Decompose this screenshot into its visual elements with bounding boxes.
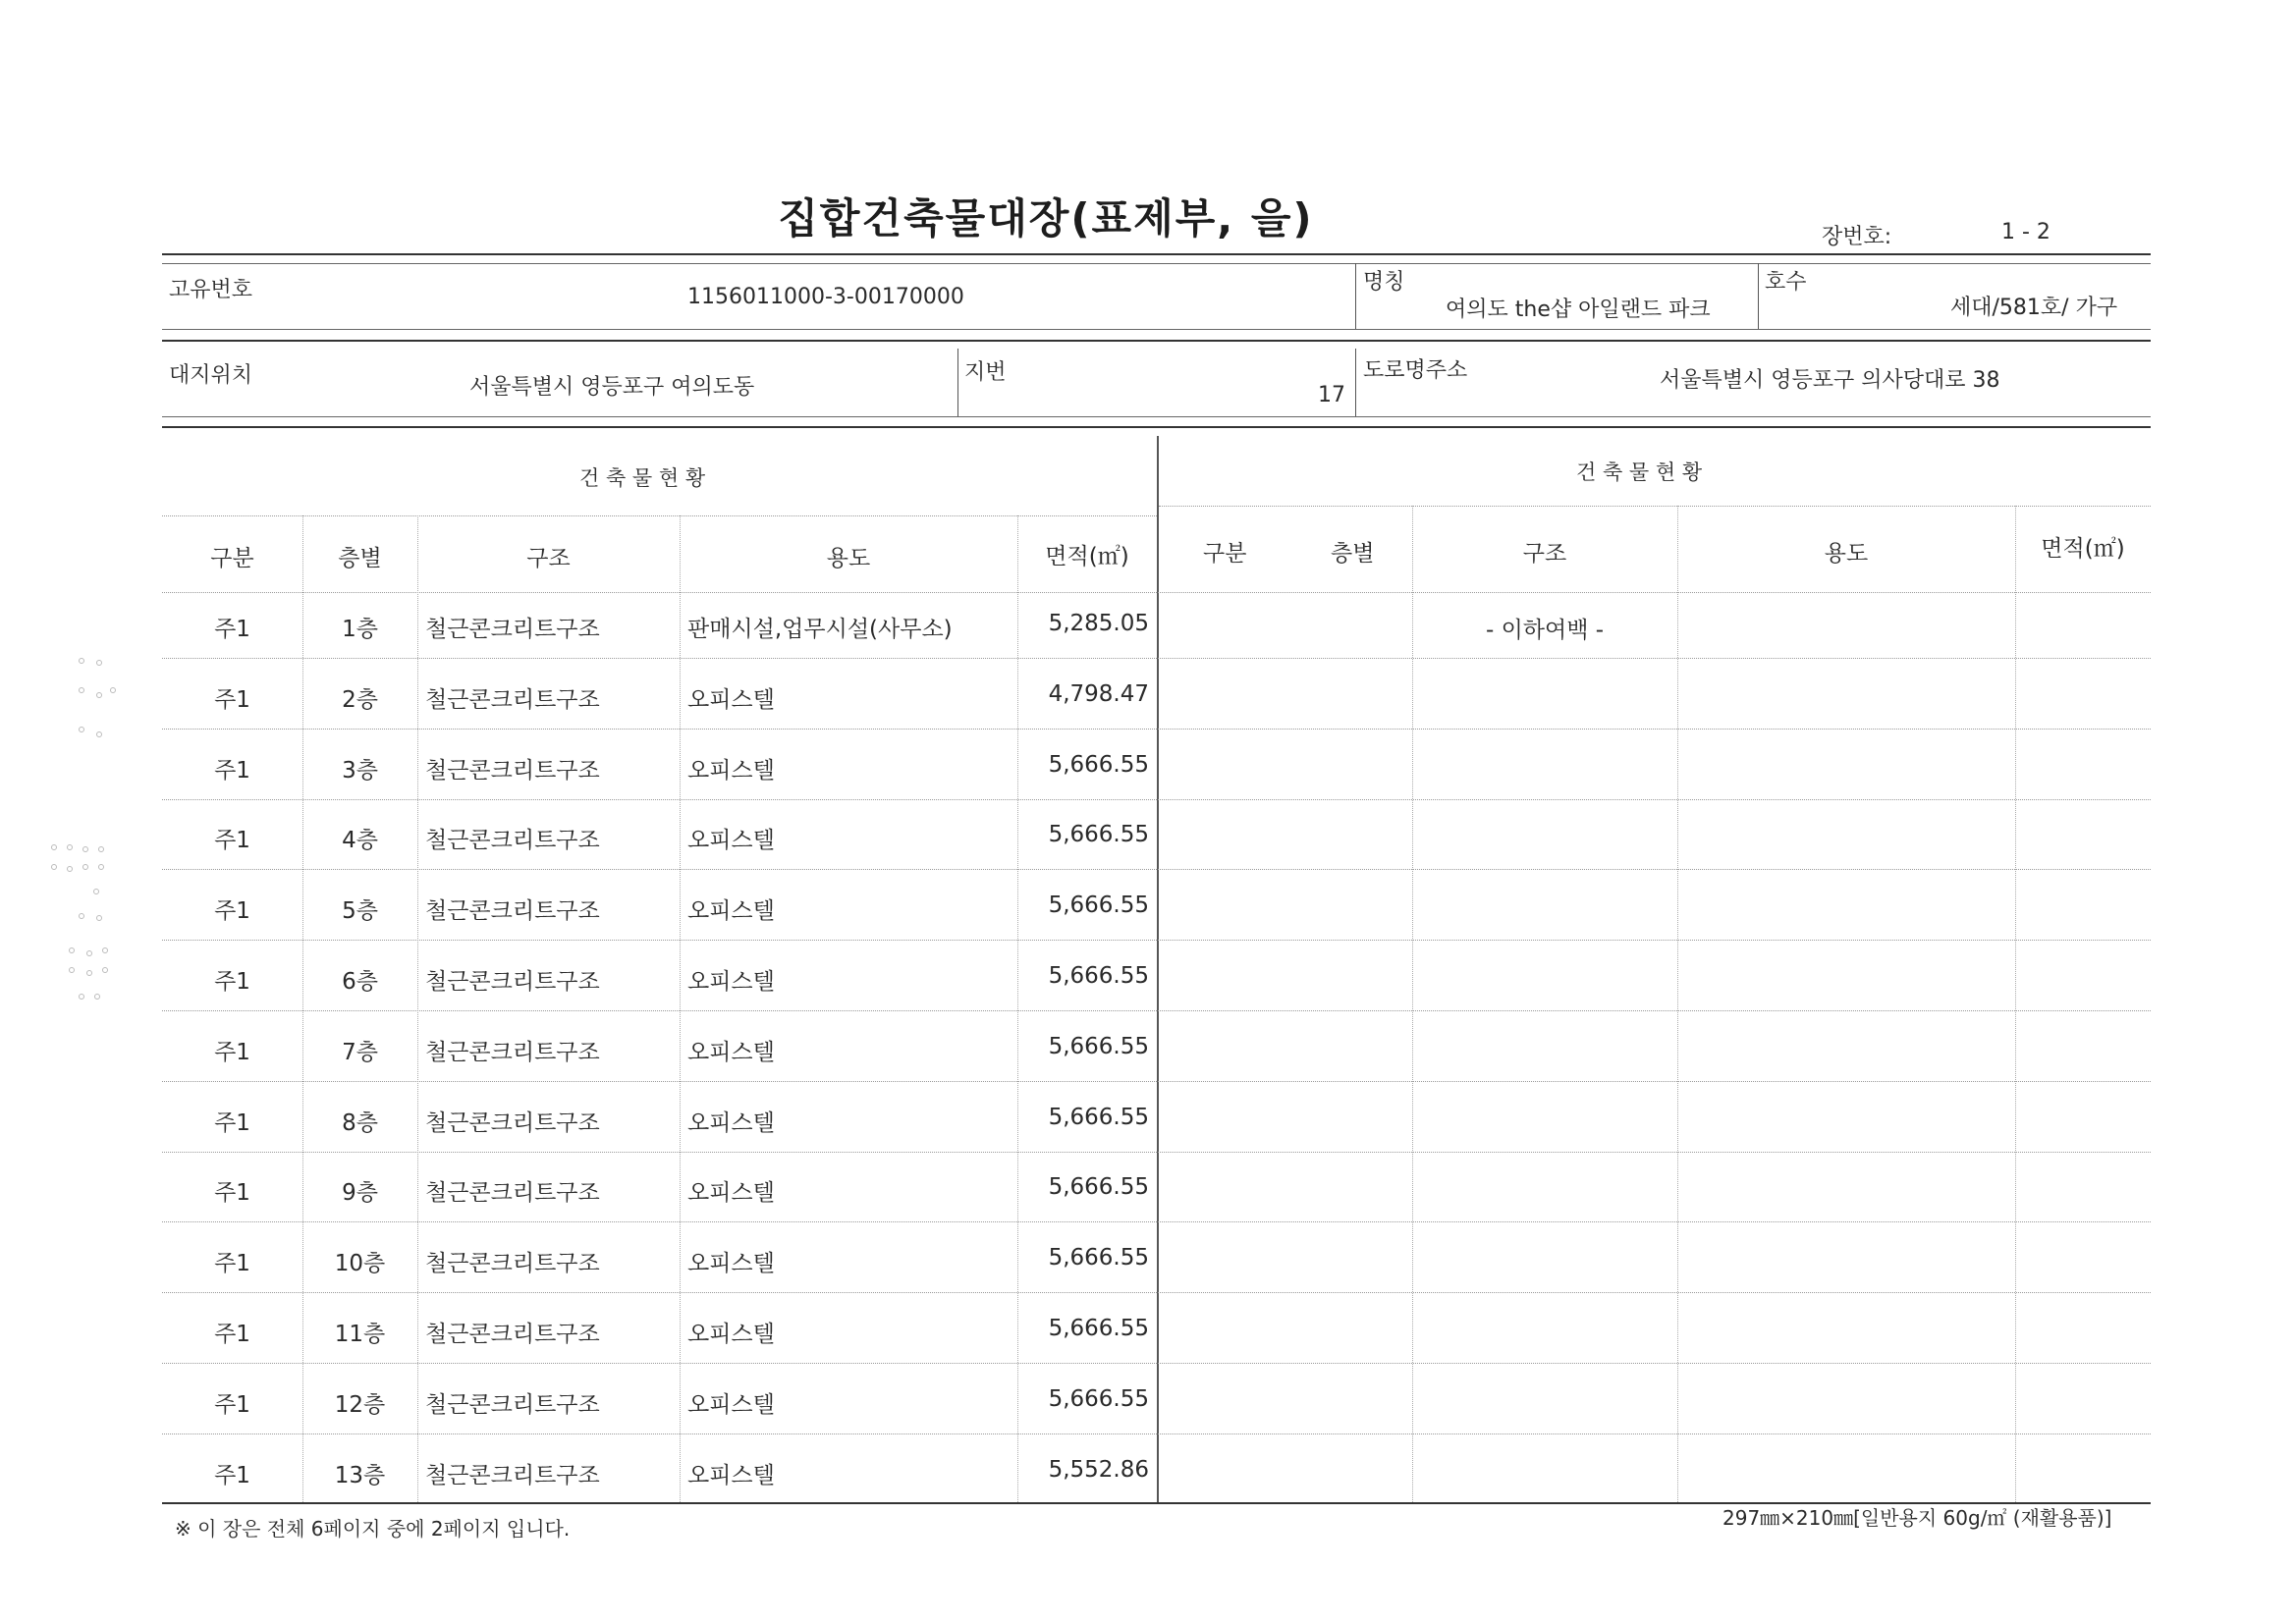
cell-usage: 오피스텔 <box>687 969 775 995</box>
cell-usage: 오피스텔 <box>687 686 775 713</box>
cell-area: 5,666.55 <box>1048 1385 1149 1412</box>
sheet-no-label: 장번호: <box>1822 225 1892 249</box>
cell-structure: 철근콘크리트구조 <box>425 969 600 995</box>
scan-speck <box>96 692 102 698</box>
cell-area: 5,285.05 <box>1048 611 1149 636</box>
cell-area: 5,666.55 <box>1048 1033 1149 1059</box>
cell-structure: 철근콘크리트구조 <box>425 1251 600 1277</box>
footer-note: ※ 이 장은 전체 6페이지 중에 2페이지 입니다. <box>175 1517 571 1541</box>
scan-speck <box>79 687 84 693</box>
cell-floor: 9층 <box>342 1180 378 1207</box>
header-row2-top <box>162 340 2151 342</box>
cell-type: 주1 <box>214 828 250 854</box>
cell-usage: 오피스텔 <box>687 1109 775 1136</box>
cell-structure: 철근콘크리트구조 <box>425 1462 600 1488</box>
scan-speck <box>67 844 73 850</box>
scan-speck <box>98 846 104 852</box>
cell-usage: 오피스텔 <box>687 1322 775 1347</box>
scan-speck <box>94 994 100 1000</box>
cell-area: 5,666.55 <box>1048 963 1149 989</box>
cell-structure: 철근콘크리트구조 <box>425 1322 600 1347</box>
row-divider <box>162 799 2151 800</box>
row-divider <box>162 1010 2151 1011</box>
col-header-right-area: 면적(㎡) <box>2041 536 2125 562</box>
site-label: 대지위치 <box>169 363 253 388</box>
scan-speck <box>96 731 102 737</box>
cell-usage: 오피스텔 <box>687 757 775 784</box>
header-row1-bottom <box>162 329 2151 330</box>
cell-structure: 철근콘크리트구조 <box>425 828 600 854</box>
col-divider-left-1 <box>302 515 303 1502</box>
header-divider-4 <box>1355 349 1356 416</box>
cell-area: 5,666.55 <box>1048 822 1149 848</box>
row-divider <box>162 1363 2151 1364</box>
scan-speck <box>98 864 104 870</box>
cell-usage: 판매시설,업무시설(사무소) <box>687 617 953 642</box>
cell-type: 주1 <box>214 757 250 784</box>
cell-floor: 7층 <box>342 1039 378 1065</box>
lot-value: 17 <box>1318 383 1345 407</box>
cell-floor: 4층 <box>342 828 378 854</box>
unique-no-value: 1156011000-3-00170000 <box>687 285 964 309</box>
row-divider <box>162 1081 2151 1082</box>
scan-speck <box>93 889 99 894</box>
site-value: 서울특별시 영등포구 여의도동 <box>469 375 755 400</box>
cell-usage: 오피스텔 <box>687 1462 775 1488</box>
col-header-right-floor: 층별 <box>1331 541 1375 567</box>
cell-floor: 6층 <box>342 969 378 995</box>
cell-type: 주1 <box>214 1322 250 1347</box>
cell-structure: 철근콘크리트구조 <box>425 1109 600 1136</box>
scan-speck <box>82 864 88 870</box>
cell-structure: 철근콘크리트구조 <box>425 1391 600 1418</box>
section-title-bottom-right <box>1159 506 2151 507</box>
col-header-left-structure: 구조 <box>526 546 571 571</box>
column-header-bottom <box>162 592 2151 593</box>
cell-floor: 8층 <box>342 1109 378 1136</box>
cell-type: 주1 <box>214 617 250 642</box>
scan-speck <box>82 846 88 852</box>
cell-type: 주1 <box>214 686 250 713</box>
cell-area: 5,666.55 <box>1048 1316 1149 1341</box>
cell-area: 5,666.55 <box>1048 751 1149 778</box>
scan-speck <box>79 994 84 1000</box>
document-title: 집합건축물대장(표제부, 을) <box>778 194 1314 243</box>
units-value: 세대/581호/ 가구 <box>1950 296 2118 320</box>
lot-label: 지번 <box>964 360 1007 385</box>
scan-speck <box>86 950 92 956</box>
col-divider-left-2 <box>417 515 418 1502</box>
header-divider-1 <box>1355 263 1356 329</box>
scan-speck <box>96 915 102 921</box>
scan-speck <box>102 947 108 953</box>
header-divider-3 <box>957 349 958 416</box>
col-divider-left-3 <box>680 515 681 1502</box>
col-header-left-type: 구분 <box>210 546 254 571</box>
cell-type: 주1 <box>214 969 250 995</box>
col-header-right-usage: 용도 <box>1824 541 1869 567</box>
blank-note: - 이하여백 - <box>1485 618 1605 643</box>
col-header-left-usage: 용도 <box>826 546 871 571</box>
cell-type: 주1 <box>214 1251 250 1277</box>
section-title-left: 건 축 물 현 황 <box>579 466 706 490</box>
header-divider-2 <box>1758 263 1759 329</box>
cell-structure: 철근콘크리트구조 <box>425 1039 600 1065</box>
scan-speck <box>69 947 75 953</box>
section-title-bottom-left <box>162 515 1157 516</box>
cell-area: 5,666.55 <box>1048 1104 1149 1130</box>
header-top-border-inner <box>162 263 2151 264</box>
scan-speck <box>51 844 57 850</box>
cell-type: 주1 <box>214 1039 250 1065</box>
road-value: 서울특별시 영등포구 의사당대로 38 <box>1660 368 2000 393</box>
scan-speck <box>79 913 84 919</box>
scan-speck <box>79 658 84 664</box>
sheet-no-value: 1 - 2 <box>2001 220 2050 244</box>
table-center-divider <box>1157 436 1159 1502</box>
col-header-right-type: 구분 <box>1203 541 1247 567</box>
scan-speck <box>69 967 75 973</box>
row-divider <box>162 658 2151 659</box>
cell-area: 5,552.86 <box>1048 1456 1149 1483</box>
road-label: 도로명주소 <box>1363 358 1468 383</box>
cell-structure: 철근콘크리트구조 <box>425 757 600 784</box>
name-value: 여의도 the샵 아일랜드 파크 <box>1446 298 1711 322</box>
table-top-border <box>162 426 2151 428</box>
row-divider <box>162 869 2151 870</box>
cell-type: 주1 <box>214 1109 250 1136</box>
col-header-right-structure: 구조 <box>1522 541 1567 567</box>
cell-floor: 11층 <box>334 1322 386 1347</box>
cell-structure: 철근콘크리트구조 <box>425 898 600 925</box>
cell-structure: 철근콘크리트구조 <box>425 686 600 713</box>
cell-structure: 철근콘크리트구조 <box>425 617 600 642</box>
cell-usage: 오피스텔 <box>687 1391 775 1418</box>
row-divider <box>162 1221 2151 1222</box>
cell-area: 5,666.55 <box>1048 893 1149 919</box>
cell-floor: 10층 <box>334 1251 386 1277</box>
scan-speck <box>67 866 73 872</box>
scan-speck <box>79 727 84 732</box>
cell-type: 주1 <box>214 1180 250 1207</box>
cell-floor: 1층 <box>342 617 378 642</box>
cell-type: 주1 <box>214 898 250 925</box>
unique-no-label: 고유번호 <box>169 278 253 302</box>
header-row2-bottom <box>162 416 2151 417</box>
row-divider <box>162 940 2151 941</box>
col-divider-right-2 <box>1677 506 1678 1502</box>
section-title-right: 건 축 물 현 황 <box>1576 460 1703 484</box>
cell-type: 주1 <box>214 1462 250 1488</box>
cell-floor: 12층 <box>334 1391 386 1418</box>
col-divider-left-4 <box>1017 515 1018 1502</box>
scan-speck <box>86 970 92 976</box>
cell-floor: 5층 <box>342 898 378 925</box>
cell-area: 5,666.55 <box>1048 1245 1149 1271</box>
scan-speck <box>96 660 102 666</box>
cell-floor: 3층 <box>342 757 378 784</box>
col-header-left-area: 면적(㎡) <box>1045 544 1129 569</box>
col-divider-right-3 <box>2015 506 2016 1502</box>
cell-area: 4,798.47 <box>1048 680 1149 707</box>
name-label: 명칭 <box>1363 270 1405 295</box>
cell-usage: 오피스텔 <box>687 1039 775 1065</box>
units-label: 호수 <box>1765 270 1807 295</box>
cell-usage: 오피스텔 <box>687 1251 775 1277</box>
row-divider <box>162 729 2151 730</box>
cell-usage: 오피스텔 <box>687 828 775 854</box>
row-divider <box>162 1152 2151 1153</box>
cell-floor: 13층 <box>334 1462 386 1488</box>
cell-area: 5,666.55 <box>1048 1174 1149 1201</box>
col-divider-right-1 <box>1412 506 1413 1502</box>
scan-speck <box>51 864 57 870</box>
cell-floor: 2층 <box>342 686 378 713</box>
cell-type: 주1 <box>214 1391 250 1418</box>
cell-structure: 철근콘크리트구조 <box>425 1180 600 1207</box>
row-divider <box>162 1292 2151 1293</box>
paper-spec: 297㎜×210㎜[일반용지 60g/㎡ (재활용품)] <box>1722 1506 2112 1530</box>
scan-speck <box>110 687 116 693</box>
header-top-border <box>162 253 2151 255</box>
col-header-left-floor: 층별 <box>338 546 382 571</box>
cell-usage: 오피스텔 <box>687 1180 775 1207</box>
scan-speck <box>102 967 108 973</box>
cell-usage: 오피스텔 <box>687 898 775 925</box>
